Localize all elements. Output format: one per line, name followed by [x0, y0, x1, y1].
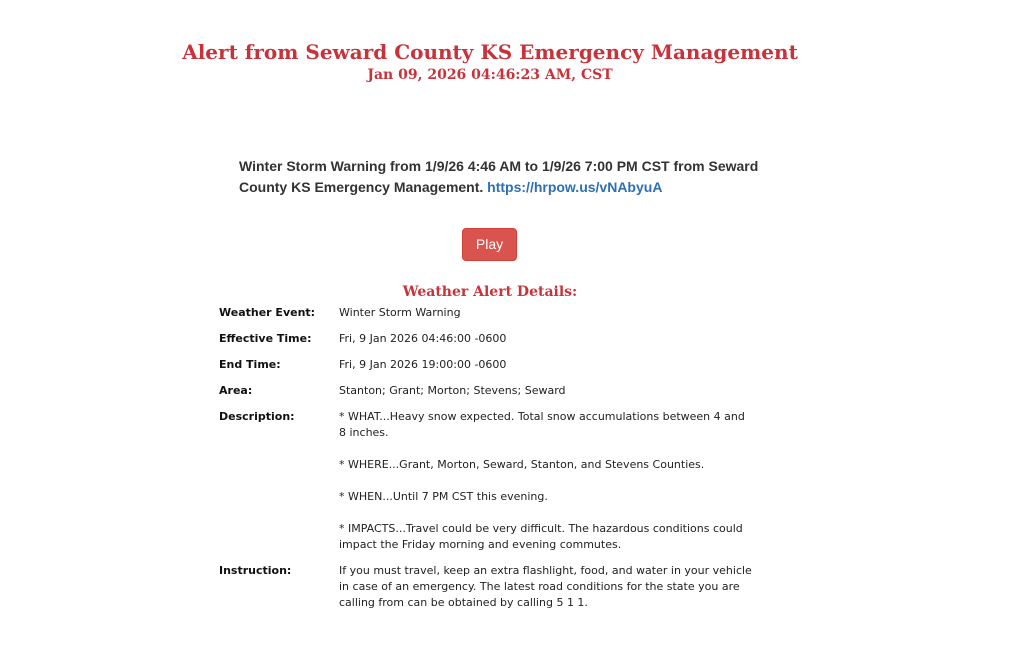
end-time-value: Fri, 9 Jan 2026 19:00:00 -0600 [339, 358, 507, 371]
play-button[interactable]: Play [462, 228, 517, 261]
area-value: Stanton; Grant; Morton; Stevens; Seward [339, 384, 566, 397]
detail-row-end-time [219, 357, 779, 373]
description-value [339, 409, 754, 553]
detail-row-description [219, 409, 779, 553]
alert-title: Alert from Seward County KS Emergency Management [182, 40, 798, 64]
effective-time-value: Fri, 9 Jan 2026 04:46:00 -0600 [339, 332, 507, 345]
effective-time-label: Effective Time: [219, 332, 312, 345]
instruction-value: If you must travel, keep an extra flashlight, food, and water in your vehicle in case of an emergency. The latest road conditions for the state you are calling from can be obtained by calling 5 1 1. [339, 564, 752, 609]
details-table [219, 305, 779, 621]
end-time-label: End Time: [219, 358, 281, 371]
detail-row-area [219, 383, 779, 399]
alert-summary [239, 156, 759, 198]
description-label: Description: [219, 410, 295, 423]
description-when: * WHEN...Until 7 PM CST this evening. [339, 490, 548, 503]
area-label: Area: [219, 384, 253, 397]
detail-row-instruction [219, 563, 779, 611]
summary-text: Winter Storm Warning from 1/9/26 4:46 AM to 1/9/26 7:00 PM CST from Seward County KS Emergency Management. [239, 158, 759, 195]
instruction-label: Instruction: [219, 564, 292, 577]
description-where: * WHERE...Grant, Morton, Seward, Stanton, and Stevens Counties. [339, 458, 705, 471]
detail-row-weather-event [219, 305, 779, 321]
description-what: * WHAT...Heavy snow expected. Total snow accumulations between 4 and 8 inches. [339, 410, 745, 439]
weather-event-label: Weather Event: [219, 306, 316, 319]
summary-link[interactable]: https://hrpow.us/vNAbyuA [487, 179, 663, 195]
detail-row-effective-time [219, 331, 779, 347]
weather-event-value: Winter Storm Warning [339, 306, 461, 319]
alert-datetime: Jan 09, 2026 04:46:23 AM, CST [367, 67, 613, 83]
details-heading: Weather Alert Details: [402, 284, 578, 300]
description-impacts: * IMPACTS...Travel could be very difficult. The hazardous conditions could impact the Friday morning and evening commutes. [339, 522, 743, 551]
